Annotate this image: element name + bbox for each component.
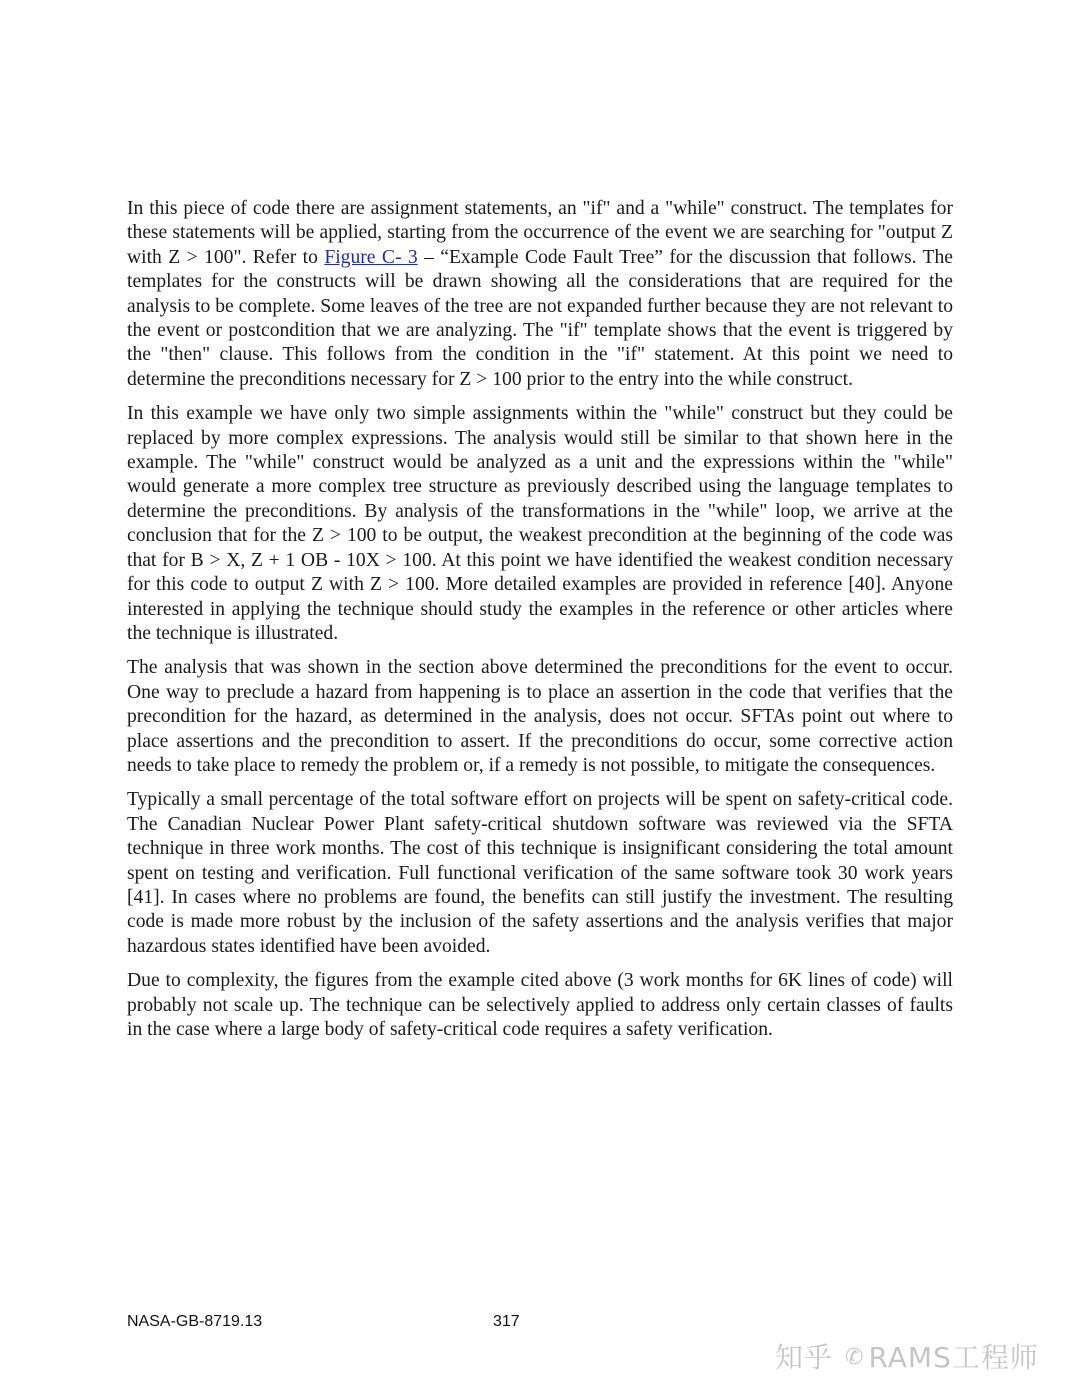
figure-c3-link[interactable]: Figure C- 3	[324, 246, 418, 268]
watermark	[775, 1336, 1039, 1376]
paragraph-1-text-start: In this piece of code there are assignment statements, an "if" and a "while" construct. The templates for these statements will be applied, starting from the occurrence of the event we are searching for "output Z with Z > 100". Refer to	[127, 198, 953, 268]
document-body	[127, 197, 953, 1052]
paragraph-1-text-end: – “Example Code Fault Tree” for the discussion that follows. The templates for the constructs will be drawn showing all the considerations that are required for the analysis to be complete. Some leaves of the tree are not expanded further because they are not relevant to the event or postcondition that we are analyzing. The "if" template shows that the event is triggered by the "then" clause. This follows from the condition in the "if" statement. At this point we need to determine the preconditions necessary for Z > 100 prior to the entry into the while construct.	[127, 246, 954, 390]
paragraph-5: Due to complexity, the figures from the example cited above (3 work months for 6K lines of code) will probably not scale up. The technique can be selectively applied to address only certain classes of faults in the case where a large body of safety-critical code requires a safety verification.	[127, 970, 953, 1040]
paragraph-1	[127, 197, 953, 392]
footer-document-id: NASA-GB-8719.13	[127, 1313, 263, 1330]
watermark-text-left: 知乎	[775, 1341, 834, 1374]
paragraph-4: Typically a small percentage of the total software effort on projects will be spent on safety-critical code. The Canadian Nuclear Power Plant safety-critical shutdown software was reviewed via the SFTA technique in three work months. The cost of this technique is insignificant considering the total amount spent on testing and verification. Full functional verification of the same software took 30 work years [41]. In cases where no problems are found, the benefits can still justify the investment. The resulting code is made more robust by the inclusion of the safety assertions and the analysis verifies that major hazardous states identified have been avoided.	[127, 789, 953, 957]
paragraph-2: In this example we have only two simple assignments within the "while" construct but they could be replaced by more complex expressions. The analysis would still be similar to that shown here in the example. The "while" construct would be analyzed as a unit and the expressions within the "while" would generate a more complex tree structure as previously described using the language templates to determine the preconditions. By analysis of the transformations in the "while" loop, we arrive at the conclusion that for the Z > 100 to be output, the weakest precondition at the beginning of the code was that for B > X, Z + 1 OB - 10X > 100. At this point we have identified the weakest condition necessary for this code to output Z with Z > 100. More detailed examples are provided in reference [40]. Anyone interested in applying the technique should study the examples in the reference or other articles where the technique is illustrated.	[127, 403, 953, 644]
footer-page-number: 317	[493, 1313, 520, 1330]
wechat-icon: ✆	[845, 1345, 865, 1370]
watermark-text-right: RAMS工程师	[868, 1341, 1039, 1374]
paragraph-3: The analysis that was shown in the section above determined the preconditions for the event to occur. One way to preclude a hazard from happening is to place an assertion in the code that verifies that the precondition for the hazard, as determined in the analysis, does not occur. SFTAs point out where to place assertions and the precondition to assert. If the preconditions do occur, some corrective action needs to take place to remedy the problem or, if a remedy is not possible, to mitigate the consequences.	[127, 657, 953, 776]
